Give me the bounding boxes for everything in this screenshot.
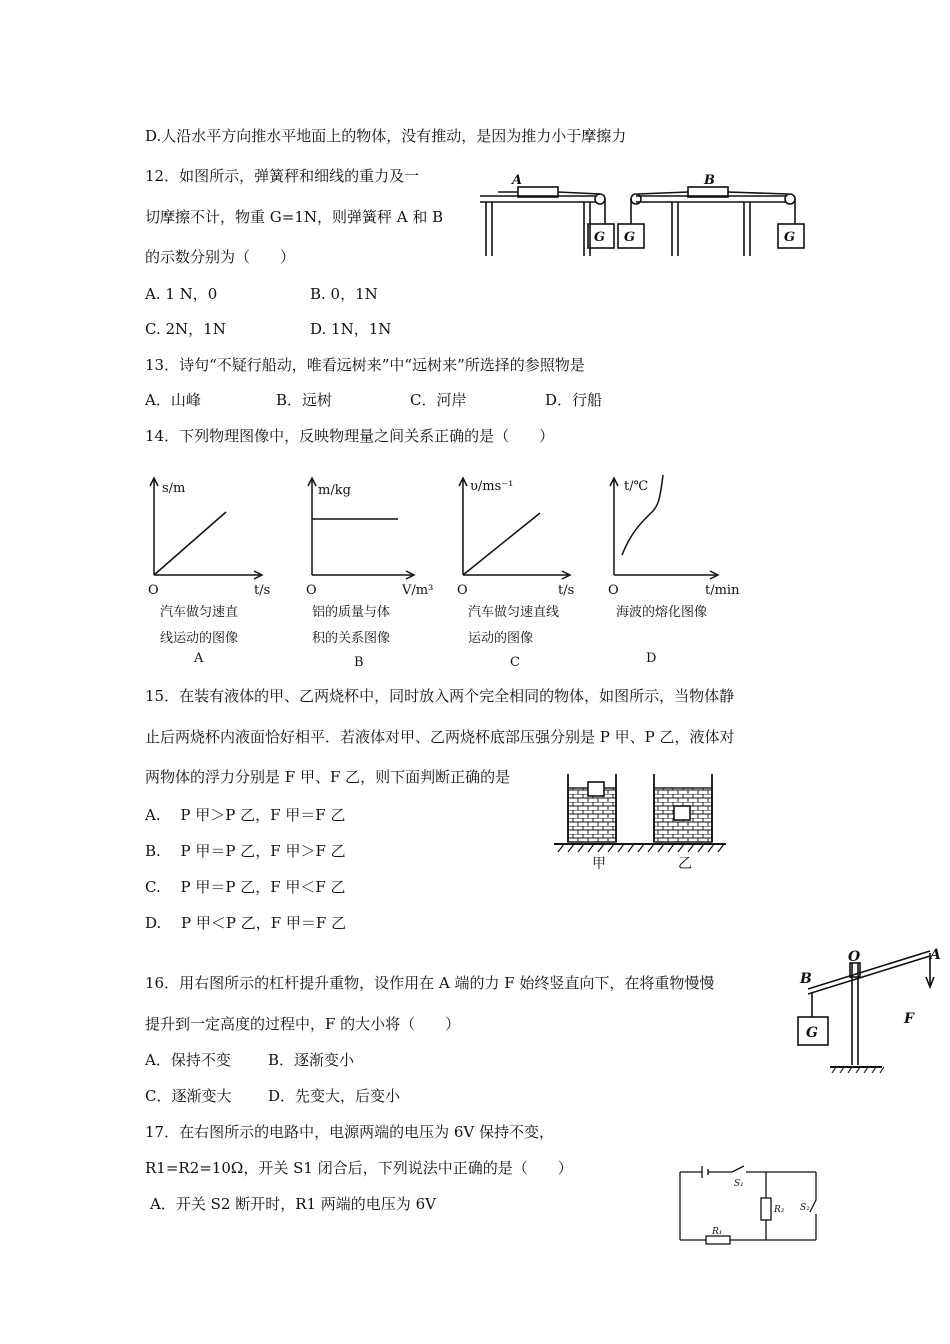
q16-stem-line1: 16．用右图所示的杠杆提升重物，设作用在 A 端的力 F 始终竖直向下，在将重物慢慢 xyxy=(145,974,715,992)
q17-stem-line1: 17．在右图所示的电路中，电源两端的电压为 6V 保持不变， xyxy=(145,1123,555,1141)
q12-stem-line1: 12．如图所示，弹簧秤和细线的重力及一 xyxy=(145,167,420,185)
q12-spring-scale-figure xyxy=(468,170,808,260)
q14-graphs-figure xyxy=(140,470,760,670)
q14-b-caption2: 积的关系图像 xyxy=(312,631,391,646)
q14-c-xlabel: t/s xyxy=(558,583,575,598)
q14-b-caption1: 铝的质量与体 xyxy=(312,605,391,620)
q15-option-d: D. P 甲＜P 乙，F 甲＝F 乙 xyxy=(145,914,347,932)
q13-stem: 13．诗句“不疑行船动，唯看远树来”中“远树来”所选择的参照物是 xyxy=(145,356,585,374)
q14-a-letter: A xyxy=(194,651,204,666)
q14-b-ylabel: m/kg xyxy=(318,483,351,498)
q16-lever-figure xyxy=(790,945,950,1085)
q17-option-a: A．开关 S2 断开时，R1 两端的电压为 6V xyxy=(150,1195,436,1213)
q14-d-letter: D xyxy=(646,651,657,666)
q16-label-f: F xyxy=(904,1011,914,1027)
q12-label-a: A xyxy=(512,173,523,188)
q14-a-ylabel: s/m xyxy=(162,481,186,496)
q14-c-origin: O xyxy=(457,583,468,598)
q12-option-b: B. 0，1N xyxy=(310,285,378,303)
q12-weight-label: G xyxy=(624,230,636,245)
q14-b-xlabel: V/m³ xyxy=(402,583,434,598)
q17-label-s2: S₂ xyxy=(800,1203,810,1213)
q14-c-caption1: 汽车做匀速直线 xyxy=(468,605,560,620)
q16-option-c: C．逐渐变大 xyxy=(145,1087,232,1105)
q13-option-a: A．山峰 xyxy=(145,391,201,409)
q17-label-s1: S₁ xyxy=(734,1179,744,1189)
q14-a-origin: O xyxy=(148,583,159,598)
q12-option-d: D. 1N，1N xyxy=(310,320,392,338)
q14-a-caption2: 线运动的图像 xyxy=(160,631,239,646)
q13-option-b: B．远树 xyxy=(276,391,333,409)
q16-label-a: A xyxy=(930,947,941,963)
q14-c-ylabel: υ/ms⁻¹ xyxy=(470,479,514,494)
q15-stem-line1: 15．在装有液体的甲、乙两烧杯中，同时放入两个完全相同的物体，如图所示，当物体静 xyxy=(145,687,735,705)
q15-option-a: A. P 甲＞P 乙，F 甲＝F 乙 xyxy=(145,806,346,824)
q16-stem-line2: 提升到一定高度的过程中，F 的大小将（ ） xyxy=(145,1015,461,1033)
q14-a-xlabel: t/s xyxy=(254,583,271,598)
q14-d-caption1: 海波的熔化图像 xyxy=(616,605,708,620)
q14-b-letter: B xyxy=(354,655,364,670)
q16-label-b: B xyxy=(800,971,812,987)
q15-option-c: C. P 甲＝P 乙，F 甲＜F 乙 xyxy=(145,878,346,896)
q15-stem-line2: 止后两烧杯内液面恰好相平．若液体对甲、乙两烧杯底部压强分别是 P 甲、P 乙，液体对 xyxy=(145,728,735,746)
q12-weight-label: G xyxy=(784,230,796,245)
q12-option-c: C. 2N，1N xyxy=(145,320,226,338)
q16-option-a: A．保持不变 xyxy=(145,1051,231,1069)
q14-d-origin: O xyxy=(608,583,619,598)
q14-d-ylabel: t/℃ xyxy=(624,479,649,494)
q15-beaker-right-label: 乙 xyxy=(678,856,692,870)
q12-stem-line2: 切摩擦不计，物重 G=1N，则弹簧秤 A 和 B xyxy=(145,208,444,226)
q17-circuit-figure xyxy=(670,1160,830,1250)
q17-label-r1: R₁ xyxy=(712,1227,723,1237)
q11-option-d: D.人沿水平方向推水平地面上的物体，没有推动，是因为推力小于摩擦力 xyxy=(145,127,627,145)
q16-label-g: G xyxy=(806,1025,818,1041)
q16-option-b: B．逐渐变小 xyxy=(268,1051,355,1069)
q15-option-b: B. P 甲＝P 乙，F 甲＞F 乙 xyxy=(145,842,346,860)
q14-b-origin: O xyxy=(306,583,317,598)
q16-label-o: O xyxy=(848,949,861,965)
q15-beaker-left-label: 甲 xyxy=(592,856,606,870)
q15-beakers-figure xyxy=(550,770,730,870)
q17-stem-line2: R1=R2=10Ω，开关 S1 闭合后，下列说法中正确的是（ ） xyxy=(145,1159,573,1177)
q13-option-c: C．河岸 xyxy=(410,391,467,409)
q12-option-a: A. 1 N，0 xyxy=(145,285,218,303)
q17-label-r2: R₂ xyxy=(774,1205,785,1215)
q12-stem-line3: 的示数分别为（ ） xyxy=(145,248,296,266)
q12-weight-label: G xyxy=(594,230,606,245)
q14-c-caption2: 运动的图像 xyxy=(468,631,534,646)
q12-label-b: B xyxy=(704,173,715,188)
q14-stem: 14．下列物理图像中，反映物理量之间关系正确的是（ ） xyxy=(145,427,555,445)
q14-c-letter: C xyxy=(510,655,520,670)
q15-stem-line3: 两物体的浮力分别是 F 甲、F 乙，则下面判断正确的是 xyxy=(145,768,511,786)
q13-option-d: D．行船 xyxy=(545,391,603,409)
q14-a-caption1: 汽车做匀速直 xyxy=(160,605,239,620)
q14-d-xlabel: t/min xyxy=(705,583,740,598)
q16-option-d: D．先变大，后变小 xyxy=(268,1087,401,1105)
